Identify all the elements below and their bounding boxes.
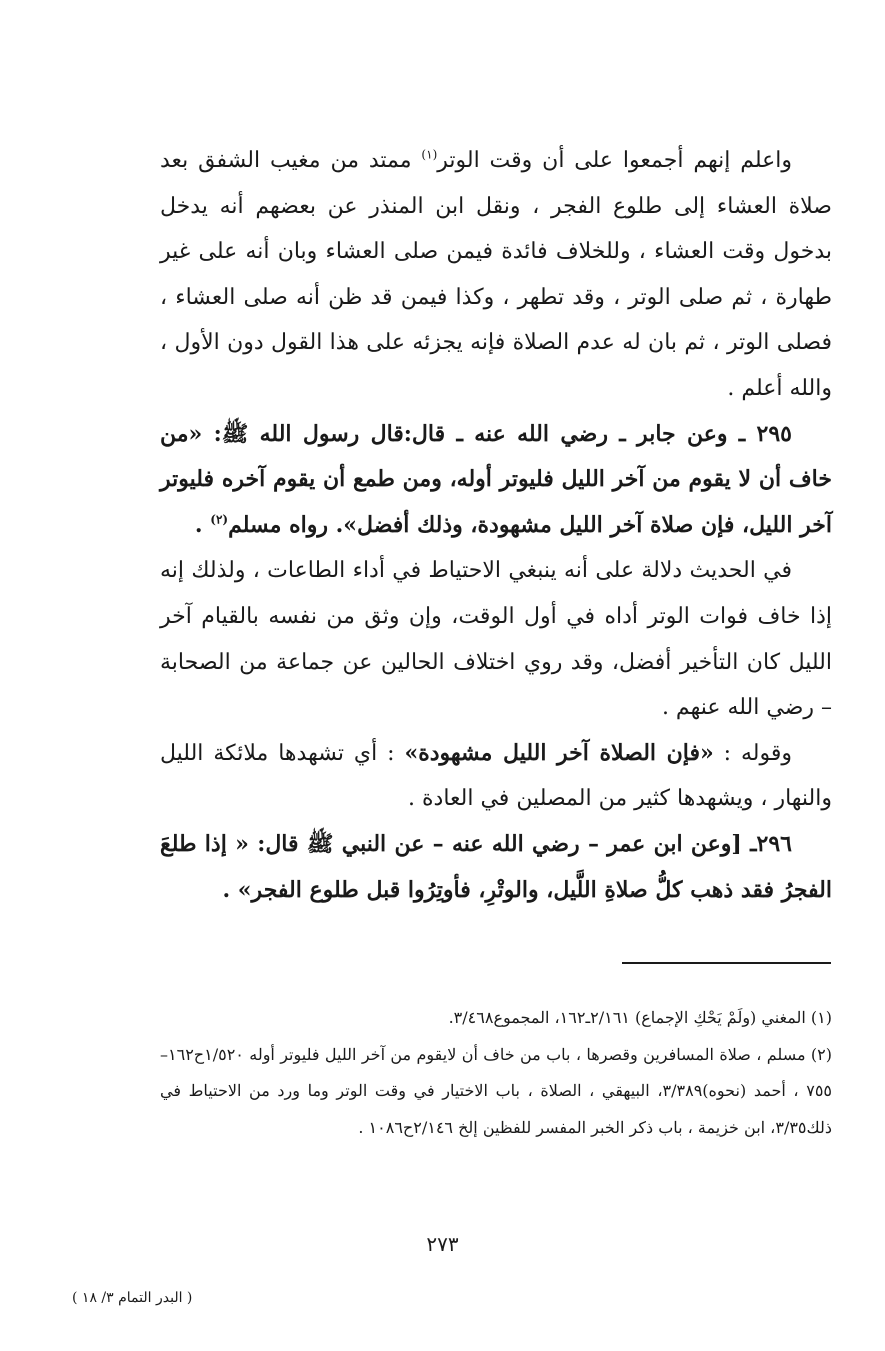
footnote-ref-1: (١) <box>421 147 438 162</box>
footnotes <box>160 1000 832 1146</box>
signature-mark: ( البدر التمام ٣/ ١٨ ) <box>72 1290 193 1306</box>
hadith-295: ٢٩٥ ـ وعن جابر ـ رضي الله عنه ـ قال:قال رسول الله ﷺ: «من خاف أن لا يقوم من آخر الليل فليوتر أوله، ومن طمع أن يقوم آخره فليوتر آخر الليل، فإن صلاة آخر الليل مشهودة، وذلك أفضل». رواه مسلم$^{(٢)}$ . <box>160 420 832 538</box>
footnote-1: (١) المغني (ولَمْ يَحْكِ الإجماع) ٢/١٦١ـ١٦٢، المجموع٣/٤٦٨. <box>448 1008 832 1027</box>
paragraph-commentary: في الحديث دلالة على أنه ينبغي الاحتياط في أداء الطاعات ، ولذلك إنه إذا خاف فوات الوتر أداه في أول الوقت، وإن وثق من نفسه بالقيام آخر الليل كان التأخير أفضل، وقد روي اختلاف الحالين عن جماعة من الصحابة – رضي الله عنهم . <box>160 558 832 721</box>
footnote-2: (٢) مسلم ، صلاة المسافرين وقصرها ، باب من خاف أن لايقوم من آخر الليل فليوتر أوله ١/٥٢٠ح١٦٢– ٧٥٥ ، أحمد (نحوه)٣/٣٨٩، البيهقي ، الصلاة ، باب الاختيار في وقت الوتر وما ورد من الاحتياط في ذلك٣/٣٥، ابن خزيمة ، باب ذكر الخبر المفسر للفظين إلخ ٢/١٤٦ح١٠٨٦ . <box>160 1044 833 1137</box>
footnote-ref-2: (٢) <box>210 512 229 527</box>
paragraph-witr-time: واعلم إنهم أجمعوا على أن وقت الوتر$^{(١)}$ ممتد من مغيب الشفق بعد صلاة العشاء إلى طلوع الفجر ، ونقل ابن المنذر عن بعضهم أنه يدخل بدخول وقت العشاء ، وللخلاف فائدة فيمن صلى العشاء وبان أنه على غير طهارة ، ثم صلى الوتر ، وقد تطهر ، وكذا فيمن قد ظن أنه صلى العشاء ، فصلى الوتر ، ثم بان له عدم الصلاة فإنه يجزئه على هذا القول دون الأول ، والله أعلم . <box>160 147 832 401</box>
hadith-296: ٢٩٦ـ [وعن ابن عمر – رضي الله عنه – عن النبي ﷺ قال: « إذا طلعَ الفجرُ فقد ذهب كلُّ صلاةِ اللَّيل، والوتْرِ، فأوتِرُوا قبل طلوع الفجر» . <box>160 830 832 903</box>
paragraph-explanation: وقوله : «فإن الصلاة آخر الليل مشهودة» : أي تشهدها ملائكة الليل والنهار ، ويشهدها كثير من المصلين في العادة . <box>160 739 832 812</box>
footnote-divider <box>622 962 831 964</box>
page-number: ٢٧٣ <box>426 1232 459 1256</box>
main-text <box>160 138 832 913</box>
